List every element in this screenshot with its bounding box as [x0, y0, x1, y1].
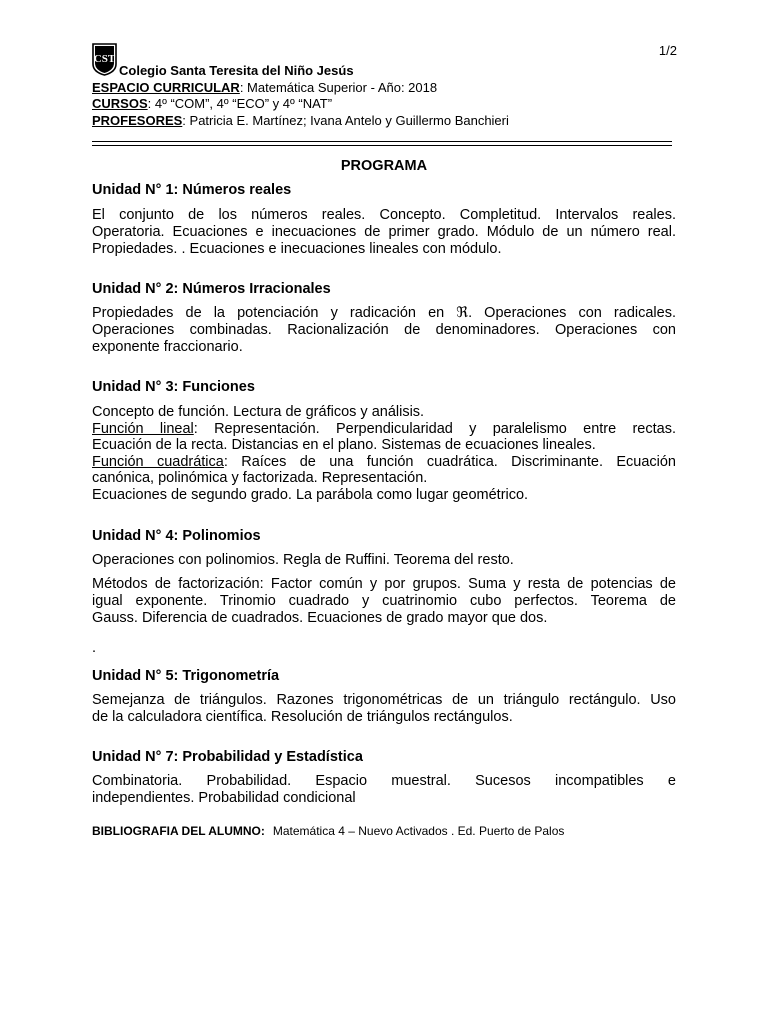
cursos-label: CURSOS [92, 96, 148, 111]
text-line: Operaciones combinadas. Racionalización de denominadores. Operaciones con [92, 322, 676, 338]
text-line: Gauss. Diferencia de cuadrados. Ecuaciones de grado mayor que dos. [92, 610, 548, 626]
text-line: Combinatoria. Probabilidad. Espacio muestral. Sucesos incompatibles e [92, 773, 676, 789]
page-title: PROGRAMA [340, 158, 428, 174]
text-line: de la calculadora científica. Resolución de triángulos rectángulos. [92, 709, 513, 725]
text-line: independientes. Probabilidad condicional [92, 790, 356, 806]
text-line: exponente fraccionario. [92, 339, 243, 355]
unit-2-title: Unidad N° 2: Números Irracionales [92, 281, 331, 297]
unit-7-title: Unidad N° 7: Probabilidad y Estadística [92, 749, 363, 765]
funcion-lineal-text: : Representación. Perpendicularidad y paralelismo entre rectas. [193, 420, 676, 437]
profesores-line [92, 113, 509, 130]
profesores-value: : Patricia E. Martínez; Ivana Antelo y Guillermo Banchieri [182, 112, 509, 128]
text-line [92, 421, 676, 438]
header-divider-bottom [92, 145, 672, 146]
text-line: Propiedades. . Ecuaciones e inecuaciones lineales con módulo. [92, 241, 502, 257]
unit-5-text [92, 692, 676, 726]
text-line: Propiedades de la potenciación y radicación en ℜ. Operaciones con radicales. [92, 305, 676, 321]
bibliography [92, 824, 564, 838]
bibliography-label: BIBLIOGRAFIA DEL ALUMNO: [92, 824, 265, 838]
cursos-value: : 4º “COM”, 4º “ECO” y 4º “NAT” [147, 96, 333, 111]
unit-3-title: Unidad N° 3: Funciones [92, 379, 255, 395]
text-line: Ecuación de la recta. Distancias en el plano. Sistemas de ecuaciones lineales. [92, 437, 596, 453]
unit-2-text [92, 305, 676, 356]
unit-4-intro [92, 552, 676, 569]
text-line: Ecuaciones de segundo grado. La parábola como lugar geométrico. [92, 486, 529, 503]
text-line: Operatoria. Ecuaciones e inecuaciones de primer grado. Módulo de un número real. [92, 224, 676, 240]
unit-7-text [92, 773, 676, 807]
text-line: canónica, polinómica y factorizada. Representación. [92, 470, 428, 486]
funcion-cuadratica-text: : Raíces de una función cuadrática. Discriminante. Ecuación [223, 453, 676, 470]
page-number: 1/2 [658, 43, 677, 58]
funcion-lineal-label: Función lineal [92, 420, 194, 437]
unit-4-title: Unidad N° 4: Polinomios [92, 528, 261, 544]
espacio-curricular-line [92, 80, 509, 97]
text-line [92, 454, 676, 471]
school-name: Colegio Santa Teresita del Niño Jesús [119, 63, 354, 78]
header-divider-top [92, 141, 672, 142]
unit-1-title: Unidad N° 1: Números reales [92, 182, 292, 198]
text-line: Operaciones con polinomios. Regla de Ruffini. Teorema del resto. [92, 552, 514, 568]
logo-monogram: CST [93, 53, 116, 65]
stray-dot: . [92, 640, 97, 656]
cursos-line [92, 96, 509, 113]
unit-5-title: Unidad N° 5: Trigonometría [92, 668, 280, 684]
espacio-label: ESPACIO CURRICULAR [92, 79, 240, 95]
document-header [92, 63, 509, 129]
profesores-label: PROFESORES [92, 112, 183, 128]
funcion-cuadratica-label: Función cuadrática [92, 453, 224, 470]
text-line: El conjunto de los números reales. Concepto. Completitud. Intervalos reales. [92, 207, 676, 223]
unit-3-text [92, 404, 676, 503]
text-line: Métodos de factorización: Factor común y por grupos. Suma y resta de potencias de [92, 576, 676, 592]
text-line: igual exponente. Trinomio cuadrado y cuatrinomio cubo perfectos. Teorema de [92, 593, 676, 609]
espacio-value: : Matemática Superior - Año: 2018 [239, 79, 438, 95]
text-line: Semejanza de triángulos. Razones trigonométricas de un triángulo rectángulo. Uso [92, 692, 676, 708]
bibliography-text: Matemática 4 – Nuevo Activados . Ed. Puerto de Palos [272, 824, 565, 838]
unit-4-text [92, 576, 676, 627]
unit-1-text [92, 207, 676, 258]
text-line: Concepto de función. Lectura de gráficos y análisis. [92, 404, 425, 420]
